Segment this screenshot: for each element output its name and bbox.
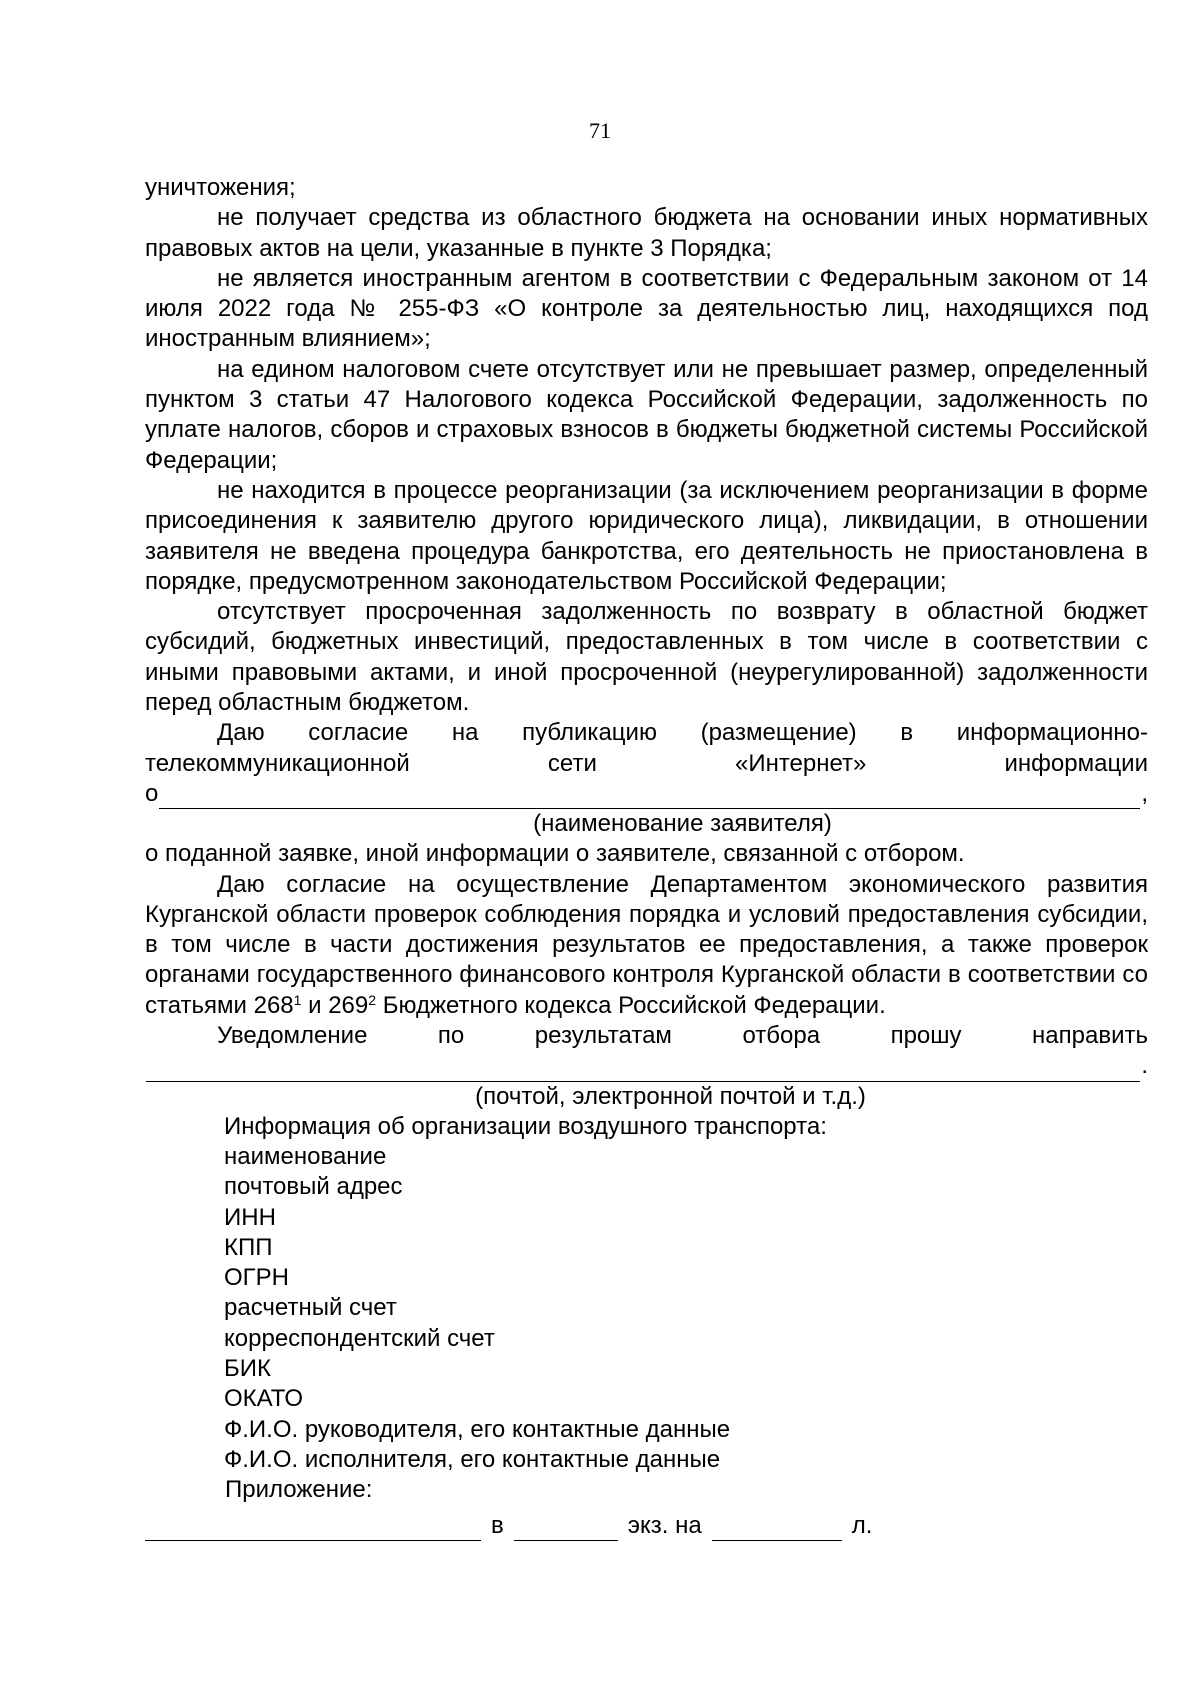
inspection-consent-text-a: Даю согласие на осуществление Департаментом экономического развития Курганской области проверок соблюдения порядка и условий предоставления субсидии, в том числе в части достижения результатов ее предоставления, а также проверок органами государственного финансового контроля Курганской области в соответствии со статьями 268 [145,870,1148,1019]
applicant-o-text: о [145,779,159,807]
appendix-line [145,1505,1148,1541]
superscript-2: 2 [368,991,377,1008]
info-item-postal-address: почтовый адрес [224,1173,403,1201]
paragraph-notification [145,1021,1148,1051]
info-item-kpp: КПП [224,1233,273,1261]
document-body [145,173,1148,1541]
appendix-sheets-text: л. [851,1512,873,1540]
info-item-head-contacts: Ф.И.О. руководителя, его контактные данные [224,1415,731,1443]
applicant-name-caption: (наименование заявителя) [533,810,832,838]
organization-info-heading: Информация об организации воздушного транспорта: [224,1112,827,1140]
delivery-method-field[interactable] [146,1057,1140,1082]
paragraph-publication-consent [145,718,1148,779]
superscript-1: 1 [293,991,302,1008]
applicant-comma-text: , [1141,779,1148,807]
inspection-consent-text-b: Бюджетного кодекса Российской Федерации. [376,991,886,1019]
delivery-method-caption: (почтой, электронной почтой и т.д.) [475,1082,866,1110]
delivery-dot-text: . [1141,1052,1148,1080]
appendix-label: Приложение: [225,1476,373,1504]
info-item-okato: ОКАТО [224,1385,304,1413]
paragraph-destruction-end: уничтожения; [145,174,296,201]
paragraph-inspection-consent [145,870,1148,1021]
info-item-ogrn: ОГРН [224,1264,290,1292]
appendix-in-text: в [491,1512,504,1540]
info-item-settlement-account: расчетный счет [224,1294,397,1322]
appendix-copies-text: экз. на [627,1512,702,1540]
info-item-executor-contacts: Ф.И.О. исполнителя, его контактные данные [224,1445,721,1473]
appendix-sheets-field[interactable] [712,1516,842,1541]
applicant-name-field[interactable] [159,784,1140,809]
paragraph-application-info: о поданной заявке, иной информации о заявителе, связанной с отбором. [145,840,965,868]
paragraph-no-other-funds: не получает средства из областного бюджета на основании иных нормативных правовых актов на цели, указанные в пункте 3 Порядка; [145,204,1148,262]
paragraph-no-overdue-debt: отсутствует просроченная задолженность по возврату в областной бюджет субсидий, бюджетных инвестиций, предоставленных в том числе в соответствии с иными правовыми актами, и иной просроченной (неурегулированной) задолженности перед областным бюджетом. [145,598,1148,717]
appendix-copies-field[interactable] [514,1516,618,1541]
page-number: 71 [589,118,611,143]
info-item-inn: ИНН [224,1203,276,1231]
delivery-method-line [145,1051,1148,1081]
paragraph-not-foreign-agent: не является иностранным агентом в соответствии с Федеральным законом от 14 июля 2022 года № 255-ФЗ «О контроле за деятельностью лиц, находящихся под иностранным влиянием»; [145,264,1148,353]
notification-text: Уведомление по результатам отбора прошу направить [217,1022,1148,1050]
info-item-correspondent-account: корреспондентский счет [224,1324,495,1352]
info-item-bik: БИК [224,1354,271,1382]
publication-consent-text: Даю согласие на публикацию (размещение) в информационно-телекоммуникационной сети «Интернет» информации [145,719,1148,777]
info-item-name: наименование [224,1142,387,1170]
appendix-document-field[interactable] [145,1516,481,1541]
organization-info-block [145,1112,1148,1476]
paragraph-no-reorganization: не находится в процессе реорганизации (за исключением реорганизации в форме присоединения к заявителю другого юридического лица), ликвидации, в отношении заявителя не введена процедура банкротства, его деятельность не приостановлена в порядке, предусмотренном законодательством Российской Федерации; [145,476,1148,595]
paragraph-tax-debt: на едином налоговом счете отсутствует или не превышает размер, определенный пунктом 3 статьи 47 Налогового кодекса Российской Федерации, задолженность по уплате налогов, сборов и страховых взносов в бюджеты бюджетной системы Российской Федерации; [145,355,1148,474]
inspection-consent-text-mid: и 269 [301,991,369,1019]
applicant-name-line [145,779,1148,809]
